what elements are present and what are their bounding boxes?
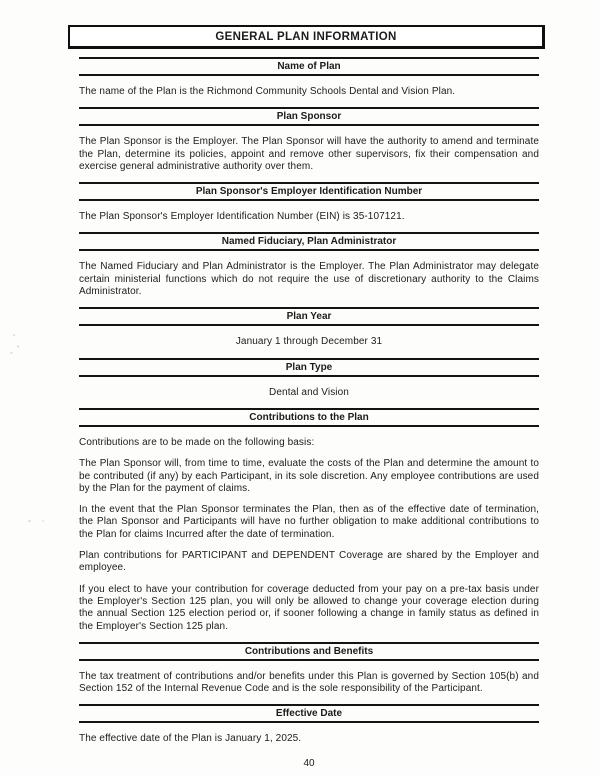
section-plan-type [79, 358, 539, 399]
document-body [79, 57, 539, 769]
scan-noise-dot [42, 520, 44, 522]
section-heading: Plan Sponsor [79, 107, 539, 126]
paragraph: In the event that the Plan Sponsor terminates the Plan, then as of the effective date of termination, the Plan Sponsor and Participants will have no further obligation to make additional contributions to the Plan for claims Incurred after the date of termination. [79, 504, 539, 540]
section-heading: Effective Date [79, 704, 539, 723]
paragraph: The Plan Sponsor is the Employer. The Plan Sponsor will have the authority to amend and terminate the Plan, determine its policies, appoint and remove other supervisors, fix their compensation and exercise general administrative authority over them. [79, 136, 539, 172]
paragraph: The Plan Sponsor's Employer Identification Number (EIN) is 35-107121. [79, 211, 405, 223]
paragraph: January 1 through December 31 [235, 336, 383, 348]
paragraph: Plan contributions for PARTICIPANT and DEPENDENT Coverage are shared by the Employer and employee. [79, 550, 539, 574]
paragraph: The Plan Sponsor will, from time to time, evaluate the costs of the Plan and determine the amount to be contributed (if any) by each Participant, in its sole discretion. Any employee contributions are used by the Plan for the payment of claims. [79, 458, 539, 494]
paragraph: The name of the Plan is the Richmond Community Schools Dental and Vision Plan. [79, 86, 456, 97]
section-contributions-to-plan [79, 408, 539, 633]
section-heading: Contributions to the Plan [79, 408, 539, 427]
paragraph: The effective date of the Plan is January 1, 2025. [79, 733, 302, 745]
paragraph: Contributions are to be made on the following basis: [79, 436, 315, 448]
paragraph: Dental and Vision [269, 386, 349, 398]
section-heading: Plan Sponsor's Employer Identification Number [79, 182, 539, 201]
section-heading: Named Fiduciary, Plan Administrator [79, 232, 539, 251]
scan-noise-dot [17, 345, 19, 348]
section-ein [79, 182, 539, 223]
section-name-of-plan [79, 57, 539, 98]
scan-noise-dot [10, 352, 13, 354]
scan-noise-dot [28, 520, 31, 522]
page-title: GENERAL PLAN INFORMATION [68, 25, 545, 49]
section-effective-date [79, 704, 539, 745]
section-heading: Name of Plan [79, 57, 539, 76]
page-number: 40 [303, 757, 315, 769]
paragraph: The tax treatment of contributions and/or benefits under this Plan is governed by Section 105(b) and Section 152 of the Internal Revenue Code and is the sole responsibility of the Participant. [79, 670, 539, 695]
section-heading: Contributions and Benefits [79, 642, 539, 661]
section-plan-sponsor [79, 107, 539, 173]
paragraph: If you elect to have your contribution for coverage deducted from your pay on a pre-tax basis under the Employer's Section 125 plan, you will only be allowed to change your coverage election during the annual Section 125 election period or, if sooner following a change in family status as defined in the Employer's Section 125 plan. [79, 583, 539, 632]
paragraph: The Named Fiduciary and Plan Administrator is the Employer. The Plan Administrator may delegate certain ministerial functions which do not require the use of discretionary authority to the Claims Administrator. [79, 261, 539, 298]
section-named-fiduciary [79, 232, 539, 298]
section-heading: Plan Year [79, 307, 539, 326]
section-contributions-and-benefits [79, 642, 539, 696]
section-plan-year [79, 307, 539, 348]
scan-noise-dot [13, 334, 15, 336]
section-heading: Plan Type [79, 358, 539, 377]
